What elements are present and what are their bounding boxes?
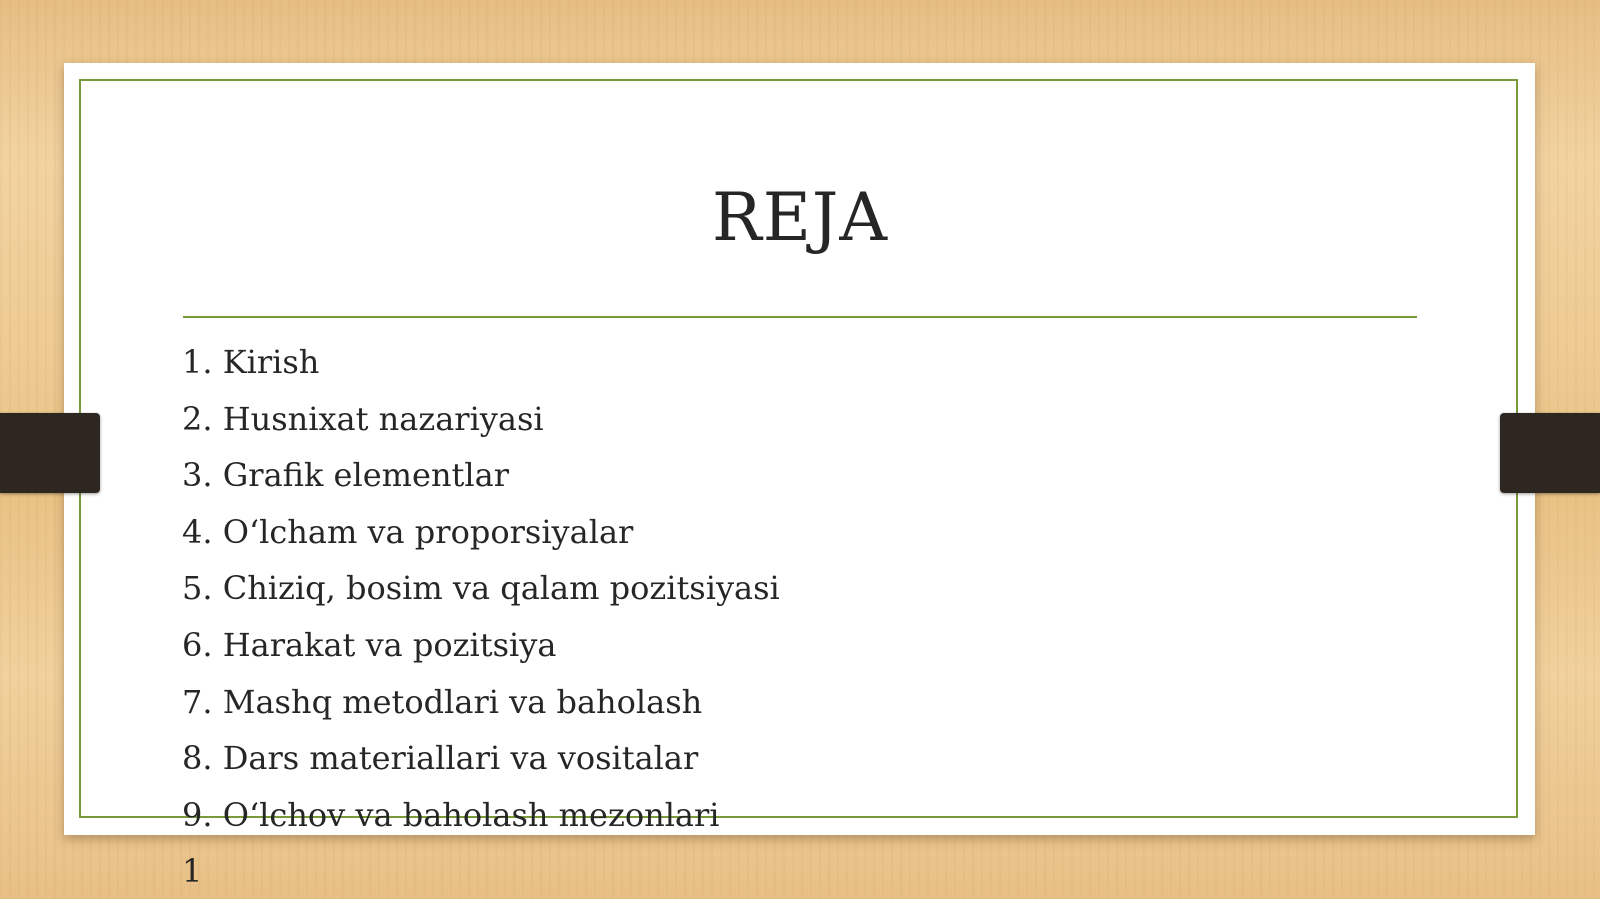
left-clip-decoration xyxy=(0,413,100,493)
slide-title: REJA xyxy=(712,179,888,256)
plan-item: 7. Mashq metodlari va baholash xyxy=(182,682,703,721)
plan-item: 1. Kirish xyxy=(182,343,320,381)
plan-item: 6. Harakat va pozitsiya xyxy=(182,625,557,664)
right-clip-decoration xyxy=(1500,413,1600,493)
plan-item: 5. Chiziq, bosim va qalam pozitsiyasi xyxy=(182,569,780,608)
plan-item: 1 xyxy=(182,852,203,891)
plan-item: 2. Husnixat nazariyasi xyxy=(182,399,544,438)
plan-list xyxy=(182,334,780,899)
plan-item: 9. O‘lchov va baholash mezonlari xyxy=(182,795,720,834)
plan-item: 8. Dars materiallari va vositalar xyxy=(182,739,699,778)
title-divider xyxy=(183,316,1417,318)
plan-item: 4. O‘lcham va proporsiyalar xyxy=(182,512,634,551)
plan-item: 3. Grafik elementlar xyxy=(182,456,510,495)
